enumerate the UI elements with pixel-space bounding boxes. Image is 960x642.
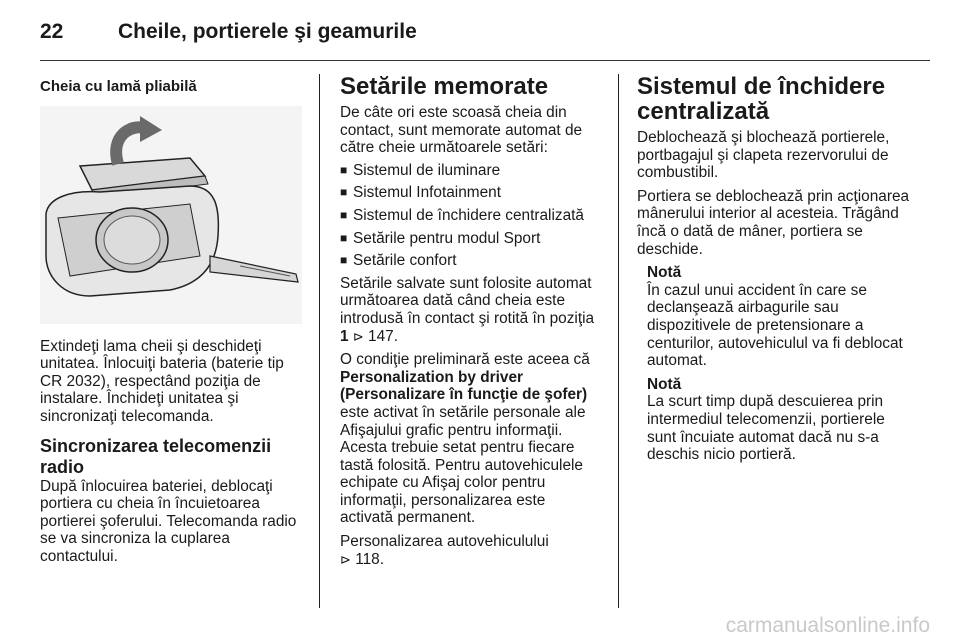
list-item: ■ Sistemul Infotainment <box>340 184 501 202</box>
description-text: Deblochează şi blochează portierele, portbagajul şi clapeta rezervorului de combustibil. <box>637 129 890 182</box>
column-1 <box>40 74 302 566</box>
column-divider <box>319 74 320 608</box>
note-text: În cazul unui accident în care se declanşează airbagurile sau dispozitivele de pretensionare a centurilor, autovehiculul va fi deblocat automat. <box>647 281 903 370</box>
bullet-icon: ■ <box>340 230 348 245</box>
bullet-icon: ■ <box>340 253 348 268</box>
header-divider <box>40 60 930 61</box>
sync-text: După înlocuirea bateriei, deblocaţi portiera cu cheia în încuietoarea portierei şoferului. Telecomanda radio se va sincroniza la cuplarea contactului. <box>40 477 297 565</box>
settings-list <box>340 162 602 270</box>
list-item: ■ Sistemul de închidere centralizată <box>340 206 584 224</box>
note-title: Notă <box>647 375 682 393</box>
column-3 <box>637 74 912 464</box>
page-title: Cheile, portierele şi geamurile <box>118 20 417 43</box>
key-illustration-svg <box>40 106 302 324</box>
list-item: ■ Setările confort <box>340 252 457 270</box>
note-text: La scurt timp după descuierea prin intermediul telecomenzii, portierele sunt încuiate automat dacă nu s-a deschis nicio portieră. <box>647 393 885 464</box>
note-title: Notă <box>647 264 682 282</box>
page-reference-arrow-icon: ⊳ <box>352 328 364 344</box>
section-subtitle: Cheia cu lamă pliabilă <box>40 78 197 95</box>
saved-settings-text: Setările salvate sunt folosite automat următoarea dată când cheia este introdusă în contact şi rotită în poziţia 1 ⊳ 147. <box>340 274 595 345</box>
note-block <box>647 376 912 464</box>
folding-key-battery-illustration <box>40 106 302 324</box>
section-heading: Sistemul de închidere centralizată <box>637 73 886 125</box>
bullet-icon: ■ <box>340 185 348 200</box>
page-number: 22 <box>40 20 64 43</box>
page-reference-arrow-icon: ⊳ <box>340 551 351 567</box>
watermark: carmanualsonline.info <box>725 614 930 637</box>
bullet-icon: ■ <box>340 207 348 222</box>
intro-text: De câte ori este scoasă cheia din contact, sunt memorate automat de către cheie următoarele setări: <box>340 104 583 157</box>
door-unlock-text: Portiera se deblochează prin acţionarea mânerului interior al acesteia. Trăgând încă o dată de mâner, portiera se deschide. <box>637 187 910 258</box>
section-heading: Setările memorate <box>340 73 549 100</box>
precondition-text: O condiţie preliminară este aceea că Personalization by driver (Personalizare în funcţie de şofer) este activat în setările personale ale Afişajului grafic pentru informaţii. Acesta trebuie setat pentru fiecare tastă folosită. Pentru autovehiculele echipate cu Afişaj color pentru informaţii, personalizarea este activată permanent. <box>340 351 590 527</box>
list-item: ■ Setările pentru modul Sport <box>340 229 541 247</box>
battery-replacement-text: Extindeţi lama cheii şi deschideţi unitatea. Înlocuiţi bateria (baterie tip CR 2032), respectând poziţia de instalare. Închideţi unitatea şi sincronizaţi telecomanda. <box>40 337 284 425</box>
column-2 <box>340 74 602 568</box>
section-heading: Sincronizarea telecomenzii radio <box>40 435 272 477</box>
bullet-icon: ■ <box>340 162 348 177</box>
column-divider <box>618 74 619 608</box>
note-block <box>647 264 912 370</box>
page-header <box>0 0 960 62</box>
personalization-reference: Personalizarea autovehiculului ⊳ 118. <box>340 533 549 568</box>
list-item: ■ Sistemul de iluminare <box>340 161 501 179</box>
